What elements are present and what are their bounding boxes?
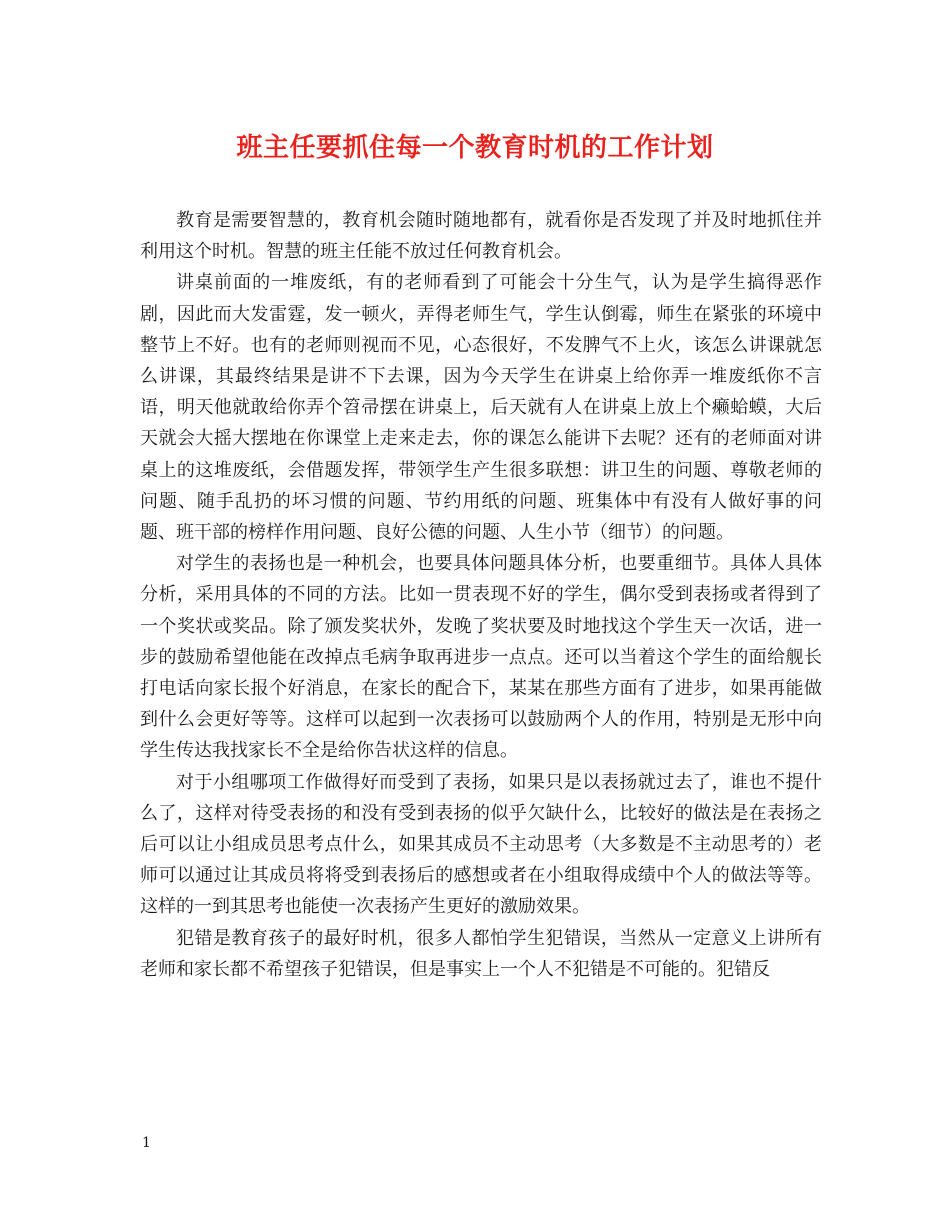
paragraph: 对学生的表扬也是一种机会，也要具体问题具体分析，也要重细节。具体人具体分析，采用具体的不同的方法。比如一贯表现不好的学生，偶尔受到表扬或者得到了一个奖状或奖品。除了颁发奖状外，发晚了奖状要及时地找这个学生天一次话，进一步的鼓励希望他能在改掉点毛病争取再进步一点点。还可以当着这个学生的面给舰长打电话向家长报个好消息，在家长的配合下，某某在那些方面有了进步，如果再能做到什么会更好等等。这样可以起到一次表扬可以鼓励两个人的作用，特别是无形中向学生传达我找家长不全是给你告状这样的信息。 xyxy=(140,553,822,762)
paragraph: 教育是需要智慧的，教育机会随时随地都有，就看你是否发现了并及时地抓住并利用这个时机。智慧的班主任能不放过任何教育机会。 xyxy=(140,210,822,263)
paragraph: 犯错是教育孩子的最好时机，很多人都怕学生犯错误，当然从一定意义上讲所有老师和家长都不希望孩子犯错误，但是事实上一个人不犯错是不可能的。犯错反 xyxy=(140,927,822,980)
document-body xyxy=(140,205,822,985)
paragraph: 对于小组哪项工作做得好而受到了表扬，如果只是以表扬就过去了，谁也不提什么了，这样对待受表扬的和没有受到表扬的似乎欠缺什么，比较好的做法是在表扬之后可以让小组成员思考点什么，如果其成员不主动思考（大多数是不主动思考的）老师可以通过让其成员将将受到表扬后的感想或者在小组取得成绩中个人的做法等等。这样的一到其思考也能使一次表扬产生更好的激励效果。 xyxy=(140,771,822,918)
document-title: 班主任要抓住每一个教育时机的工作计划 xyxy=(236,133,714,163)
paragraph: 讲桌前面的一堆废纸，有的老师看到了可能会十分生气，认为是学生搞得恶作剧，因此而大发雷霆，发一顿火，弄得老师生气，学生认倒霉，师生在紧张的环境中整节上不好。也有的老师则视而不见，心态很好，不发脾气不上火，该怎么讲课就怎么讲课，其最终结果是讲不下去课，因为今天学生在讲桌上给你弄一堆废纸你不言语，明天他就敢给你弄个笤帚摆在讲桌上，后天就有人在讲桌上放上个癞蛤蟆，大后天就会大摇大摆地在你课堂上走来走去，你的课怎么能讲下去呢？还有的老师面对讲桌上的这堆废纸，会借题发挥，带领学生产生很多联想：讲卫生的问题、尊敬老师的问题、随手乱扔的坏习惯的问题、节约用纸的问题、班集体中有没有人做好事的问题、班干部的榜样作用问题、良好公德的问题、人生小节（细节）的问题。 xyxy=(140,272,822,544)
page-number: 1 xyxy=(142,1135,151,1151)
